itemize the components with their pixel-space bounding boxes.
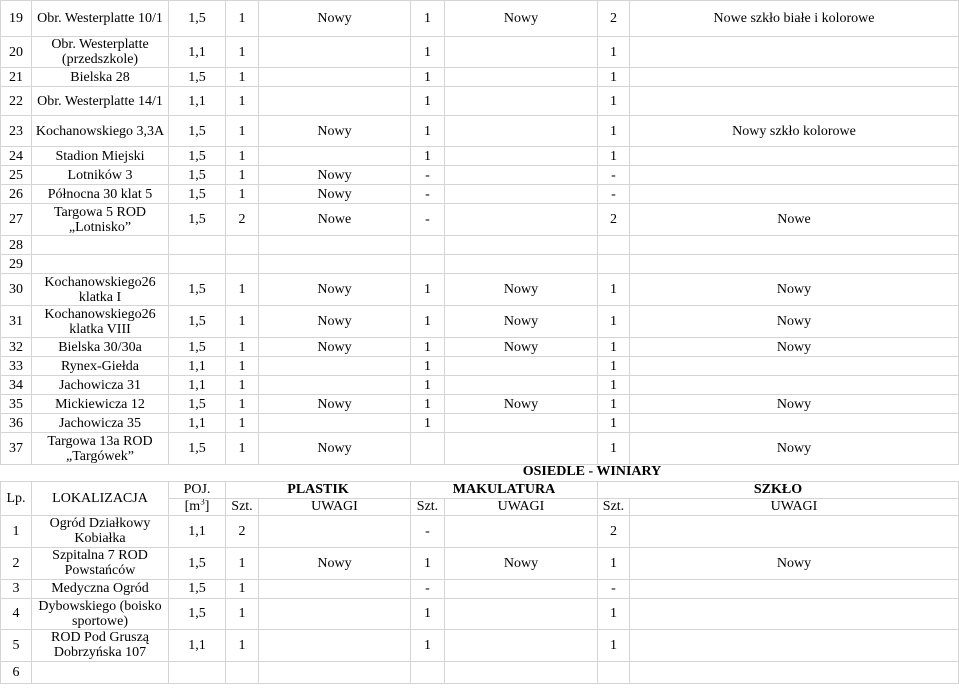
szklo-count	[598, 255, 630, 274]
table-row	[1, 433, 959, 465]
plastik-notes: Nowy	[259, 338, 411, 357]
plastik-count: 1	[226, 433, 259, 465]
row-number: 29	[1, 255, 32, 274]
plastik-count: 1	[226, 274, 259, 306]
row-number: 31	[1, 306, 32, 338]
table-row	[1, 1, 959, 37]
capacity	[169, 255, 226, 274]
makulatura-notes	[445, 204, 598, 236]
row-number: 5	[1, 629, 32, 661]
row-number: 26	[1, 185, 32, 204]
szklo-notes: Nowe	[630, 204, 959, 236]
makulatura-count: 1	[411, 116, 445, 147]
location: Lotników 3	[32, 166, 169, 185]
table-row	[1, 204, 959, 236]
row-number: 24	[1, 147, 32, 166]
makulatura-count: -	[411, 579, 445, 598]
plastik-count: 1	[226, 376, 259, 395]
szklo-notes: Nowy	[630, 338, 959, 357]
plastik-notes: Nowy	[259, 395, 411, 414]
makulatura-notes	[445, 515, 598, 547]
location: Bielska 30/30a	[32, 338, 169, 357]
szklo-notes	[630, 68, 959, 87]
szklo-notes	[630, 376, 959, 395]
szklo-notes: Nowy	[630, 274, 959, 306]
szklo-count: 1	[598, 629, 630, 661]
capacity: 1,5	[169, 579, 226, 598]
plastik-count: 1	[226, 547, 259, 579]
location: Medyczna Ogród	[32, 579, 169, 598]
header-szklo-uwagi: UWAGI	[630, 498, 959, 515]
makulatura-notes	[445, 629, 598, 661]
location: Stadion Miejski	[32, 147, 169, 166]
row-number: 2	[1, 547, 32, 579]
makulatura-notes	[445, 87, 598, 116]
szklo-notes: Nowy szkło kolorowe	[630, 116, 959, 147]
capacity: 1,1	[169, 414, 226, 433]
capacity: 1,5	[169, 185, 226, 204]
plastik-count: 1	[226, 629, 259, 661]
table-row	[1, 116, 959, 147]
plastik-count: 1	[226, 166, 259, 185]
makulatura-count: -	[411, 166, 445, 185]
plastik-count	[226, 236, 259, 255]
szklo-count: 1	[598, 37, 630, 68]
capacity: 1,5	[169, 116, 226, 147]
plastik-count: 1	[226, 306, 259, 338]
szklo-count: 1	[598, 598, 630, 629]
table-row	[1, 185, 959, 204]
table-row	[1, 661, 959, 683]
plastik-count: 1	[226, 395, 259, 414]
capacity: 1,5	[169, 68, 226, 87]
row-number: 6	[1, 661, 32, 683]
szklo-notes	[630, 37, 959, 68]
szklo-count: 1	[598, 116, 630, 147]
row-number: 36	[1, 414, 32, 433]
szklo-notes: Nowy	[630, 306, 959, 338]
table-row	[1, 629, 959, 661]
table-top-body	[1, 1, 959, 465]
header-szklo: SZKŁO	[598, 481, 959, 498]
makulatura-count: 1	[411, 376, 445, 395]
szklo-notes	[630, 166, 959, 185]
location	[32, 661, 169, 683]
plastik-notes	[259, 236, 411, 255]
szklo-count: 1	[598, 274, 630, 306]
plastik-notes: Nowy	[259, 166, 411, 185]
szklo-count: -	[598, 579, 630, 598]
makulatura-count: 1	[411, 147, 445, 166]
makulatura-count: -	[411, 204, 445, 236]
plastik-count: 1	[226, 37, 259, 68]
plastik-count: 2	[226, 204, 259, 236]
szklo-count: 1	[598, 395, 630, 414]
plastik-notes	[259, 255, 411, 274]
plastik-notes	[259, 661, 411, 683]
szklo-count: -	[598, 185, 630, 204]
plastik-notes: Nowy	[259, 116, 411, 147]
row-number: 32	[1, 338, 32, 357]
table-row	[1, 87, 959, 116]
szklo-count	[598, 661, 630, 683]
row-number: 27	[1, 204, 32, 236]
header-lokalizacja: LOKALIZACJA	[32, 481, 169, 515]
row-number: 3	[1, 579, 32, 598]
plastik-notes: Nowe	[259, 204, 411, 236]
header-poj: POJ.	[169, 481, 226, 498]
szklo-notes	[630, 414, 959, 433]
capacity: 1,5	[169, 598, 226, 629]
plastik-count: 1	[226, 1, 259, 37]
header-makulatura-uwagi: UWAGI	[445, 498, 598, 515]
table-row	[1, 357, 959, 376]
capacity: 1,5	[169, 395, 226, 414]
makulatura-notes: Nowy	[445, 395, 598, 414]
szklo-count: 2	[598, 204, 630, 236]
szklo-notes	[630, 661, 959, 683]
row-number: 35	[1, 395, 32, 414]
capacity	[169, 236, 226, 255]
row-number: 4	[1, 598, 32, 629]
makulatura-count: 1	[411, 395, 445, 414]
location: Kochanowskiego 3,3A	[32, 116, 169, 147]
capacity: 1,1	[169, 376, 226, 395]
plastik-count: 1	[226, 598, 259, 629]
plastik-notes	[259, 37, 411, 68]
szklo-notes	[630, 357, 959, 376]
location	[32, 236, 169, 255]
makulatura-notes: Nowy	[445, 274, 598, 306]
plastik-count: 1	[226, 116, 259, 147]
szklo-count: 2	[598, 515, 630, 547]
capacity: 1,5	[169, 433, 226, 465]
capacity: 1,1	[169, 629, 226, 661]
table-row	[1, 306, 959, 338]
capacity: 1,1	[169, 37, 226, 68]
location: ROD Pod Gruszą Dobrzyńska 107	[32, 629, 169, 661]
plastik-count	[226, 661, 259, 683]
makulatura-count: 1	[411, 338, 445, 357]
capacity: 1,5	[169, 306, 226, 338]
location: Bielska 28	[32, 68, 169, 87]
plastik-count: 2	[226, 515, 259, 547]
row-number: 33	[1, 357, 32, 376]
capacity: 1,1	[169, 87, 226, 116]
szklo-notes	[630, 515, 959, 547]
capacity: 1,1	[169, 357, 226, 376]
plastik-notes: Nowy	[259, 306, 411, 338]
makulatura-count: 1	[411, 274, 445, 306]
header-szklo-szt: Szt.	[598, 498, 630, 515]
row-number: 28	[1, 236, 32, 255]
makulatura-notes	[445, 37, 598, 68]
capacity: 1,5	[169, 547, 226, 579]
location: Obr. Westerplatte 10/1	[32, 1, 169, 37]
capacity: 1,5	[169, 147, 226, 166]
makulatura-notes: Nowy	[445, 547, 598, 579]
makulatura-count: 1	[411, 306, 445, 338]
makulatura-count	[411, 236, 445, 255]
table-row	[1, 414, 959, 433]
makulatura-count: 1	[411, 629, 445, 661]
capacity: 1,5	[169, 274, 226, 306]
makulatura-count: 1	[411, 414, 445, 433]
makulatura-notes	[445, 414, 598, 433]
makulatura-notes	[445, 357, 598, 376]
header-makulatura-szt: Szt.	[411, 498, 445, 515]
makulatura-notes: Nowy	[445, 306, 598, 338]
location: Ogród Działkowy Kobiałka	[32, 515, 169, 547]
szklo-count: 1	[598, 547, 630, 579]
makulatura-count: 1	[411, 357, 445, 376]
szklo-count: 1	[598, 357, 630, 376]
location: Kochanowskiego26 klatka VIII	[32, 306, 169, 338]
header-plastik-uwagi: UWAGI	[259, 498, 411, 515]
row-number: 34	[1, 376, 32, 395]
location	[32, 255, 169, 274]
plastik-notes	[259, 376, 411, 395]
location: Jachowicza 31	[32, 376, 169, 395]
plastik-notes	[259, 629, 411, 661]
table-row	[1, 338, 959, 357]
capacity: 1,5	[169, 338, 226, 357]
plastik-notes: Nowy	[259, 433, 411, 465]
makulatura-count: -	[411, 515, 445, 547]
makulatura-count: 1	[411, 598, 445, 629]
szklo-count	[598, 236, 630, 255]
location: Kochanowskiego26 klatka I	[32, 274, 169, 306]
row-number: 1	[1, 515, 32, 547]
makulatura-notes	[445, 598, 598, 629]
row-number: 20	[1, 37, 32, 68]
makulatura-count	[411, 661, 445, 683]
row-number: 30	[1, 274, 32, 306]
header-poj-unit: $[m^3]$	[169, 498, 226, 515]
location: Szpitalna 7 ROD Powstańców	[32, 547, 169, 579]
table-winiary-body	[1, 515, 959, 683]
makulatura-notes	[445, 433, 598, 465]
plastik-count: 1	[226, 579, 259, 598]
table-row	[1, 515, 959, 547]
table-row	[1, 579, 959, 598]
makulatura-notes	[445, 661, 598, 683]
szklo-notes	[630, 236, 959, 255]
location: Jachowicza 35	[32, 414, 169, 433]
makulatura-notes	[445, 236, 598, 255]
capacity: 1,5	[169, 204, 226, 236]
plastik-notes: Nowy	[259, 274, 411, 306]
table-row	[1, 166, 959, 185]
szklo-notes: Nowy	[630, 547, 959, 579]
location: Targowa 13a ROD „Targówek”	[32, 433, 169, 465]
plastik-count: 1	[226, 87, 259, 116]
szklo-notes	[630, 255, 959, 274]
location: Targowa 5 ROD „Lotnisko”	[32, 204, 169, 236]
plastik-notes: Nowy	[259, 1, 411, 37]
makulatura-count: 1	[411, 547, 445, 579]
szklo-count: 1	[598, 376, 630, 395]
plastik-count: 1	[226, 185, 259, 204]
szklo-notes	[630, 579, 959, 598]
szklo-count: 1	[598, 68, 630, 87]
plastik-notes: Nowy	[259, 547, 411, 579]
table-row	[1, 274, 959, 306]
plastik-count: 1	[226, 68, 259, 87]
plastik-notes	[259, 87, 411, 116]
szklo-notes: Nowy	[630, 433, 959, 465]
szklo-notes	[630, 87, 959, 116]
row-number: 21	[1, 68, 32, 87]
szklo-count: 1	[598, 306, 630, 338]
plastik-notes	[259, 357, 411, 376]
plastik-notes	[259, 147, 411, 166]
szklo-notes: Nowe szkło białe i kolorowe	[630, 1, 959, 37]
row-number: 37	[1, 433, 32, 465]
szklo-count: 1	[598, 87, 630, 116]
makulatura-count: 1	[411, 68, 445, 87]
makulatura-notes: Nowy	[445, 1, 598, 37]
makulatura-notes	[445, 579, 598, 598]
plastik-count: 1	[226, 357, 259, 376]
makulatura-notes	[445, 166, 598, 185]
location: Rynex-Giełda	[32, 357, 169, 376]
capacity	[169, 661, 226, 683]
plastik-count: 1	[226, 338, 259, 357]
row-number: 19	[1, 1, 32, 37]
makulatura-count: -	[411, 185, 445, 204]
header-makulatura: MAKULATURA	[411, 481, 598, 498]
plastik-notes	[259, 414, 411, 433]
szklo-count: 1	[598, 147, 630, 166]
location: Obr. Westerplatte 14/1	[32, 87, 169, 116]
header-row-1	[1, 481, 959, 498]
makulatura-notes	[445, 147, 598, 166]
capacity: 1,1	[169, 515, 226, 547]
makulatura-notes	[445, 68, 598, 87]
table-row	[1, 236, 959, 255]
szklo-count: -	[598, 166, 630, 185]
szklo-notes	[630, 147, 959, 166]
capacity: 1,5	[169, 166, 226, 185]
capacity: 1,5	[169, 1, 226, 37]
table-row	[1, 395, 959, 414]
table-row	[1, 147, 959, 166]
plastik-notes	[259, 579, 411, 598]
containers-table-winiary	[0, 463, 959, 684]
plastik-count	[226, 255, 259, 274]
makulatura-notes	[445, 185, 598, 204]
makulatura-count: 1	[411, 87, 445, 116]
table-row	[1, 255, 959, 274]
table-row	[1, 37, 959, 68]
table-row	[1, 68, 959, 87]
plastik-notes	[259, 68, 411, 87]
szklo-notes: Nowy	[630, 395, 959, 414]
row-number: 25	[1, 166, 32, 185]
szklo-notes	[630, 185, 959, 204]
header-lp: Lp.	[1, 481, 32, 515]
row-number: 23	[1, 116, 32, 147]
makulatura-count: 1	[411, 1, 445, 37]
makulatura-count	[411, 255, 445, 274]
header-plastik: PLASTIK	[226, 481, 411, 498]
plastik-notes: Nowy	[259, 185, 411, 204]
table-row	[1, 376, 959, 395]
plastik-notes	[259, 598, 411, 629]
szklo-notes	[630, 598, 959, 629]
section-title: OSIEDLE - WINIARY	[522, 464, 662, 480]
makulatura-notes	[445, 116, 598, 147]
makulatura-count	[411, 433, 445, 465]
location: Północna 30 klat 5	[32, 185, 169, 204]
szklo-notes	[630, 629, 959, 661]
header-plastik-szt: Szt.	[226, 498, 259, 515]
location: Obr. Westerplatte (przedszkole)	[32, 37, 169, 68]
location: Mickiewicza 12	[32, 395, 169, 414]
makulatura-notes	[445, 376, 598, 395]
makulatura-count: 1	[411, 37, 445, 68]
szklo-count: 1	[598, 414, 630, 433]
szklo-count: 2	[598, 1, 630, 37]
location: Dybowskiego (boisko sportowe)	[32, 598, 169, 629]
table-row	[1, 598, 959, 629]
makulatura-notes	[445, 255, 598, 274]
plastik-count: 1	[226, 147, 259, 166]
plastik-count: 1	[226, 414, 259, 433]
row-number: 22	[1, 87, 32, 116]
plastik-notes	[259, 515, 411, 547]
title-row	[1, 463, 959, 481]
szklo-count: 1	[598, 338, 630, 357]
szklo-count: 1	[598, 433, 630, 465]
table-row	[1, 547, 959, 579]
makulatura-notes: Nowy	[445, 338, 598, 357]
